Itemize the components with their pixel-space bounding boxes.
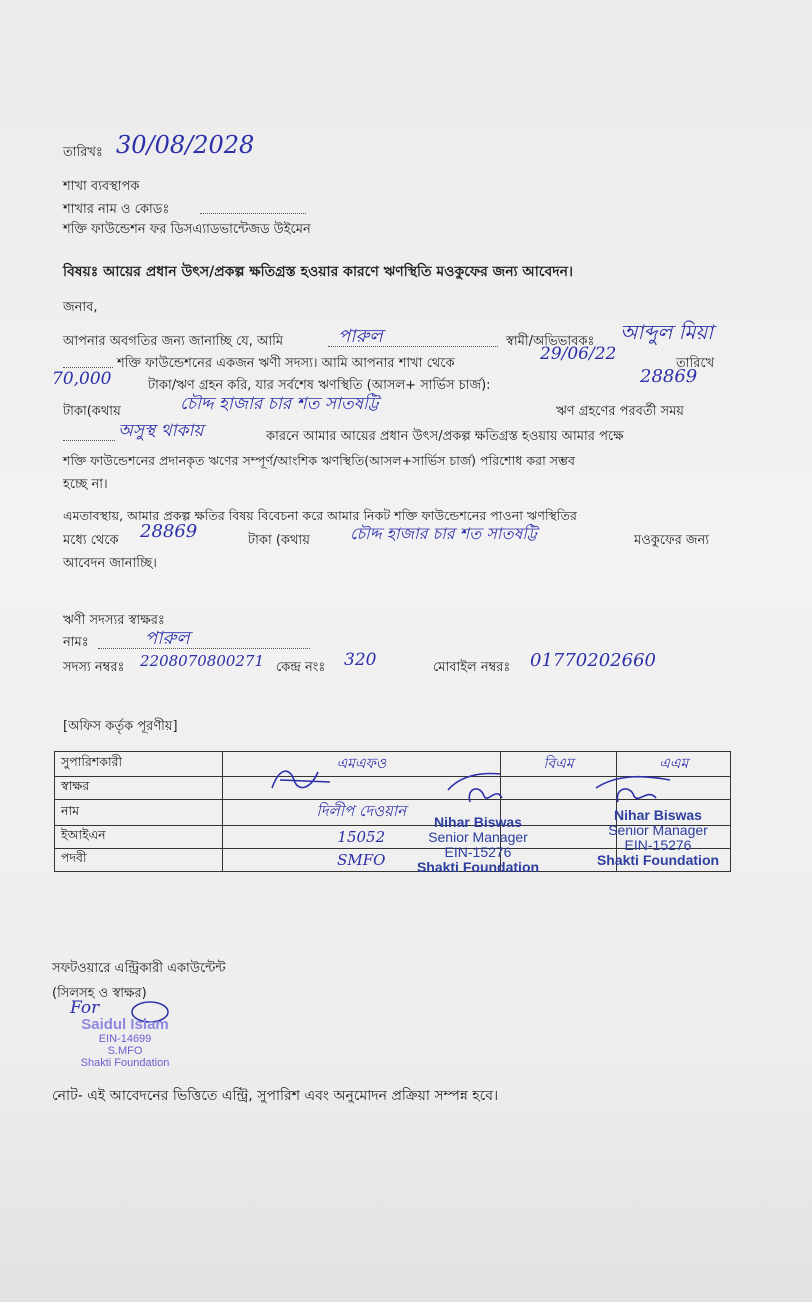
stamp-bm-title: Senior Manager (428, 829, 528, 845)
col2-header-text: বিএম (543, 756, 574, 772)
col1-header-text: এমএফও (336, 756, 387, 772)
stamp-acc-org: Shakti Foundation (80, 1057, 170, 1069)
row-label-signature: স্বাক্ষর (55, 777, 223, 800)
footer-note: নোট- এই আবেদনের ভিত্তিতে এন্ট্রি, সুপারিশ এবং অনুমোদন প্রক্রিয়া সম্পন্ন হবে। (52, 1088, 499, 1104)
salutation: জনাব, (63, 300, 98, 315)
borrower-member-value: 2208070800271 (140, 652, 265, 670)
signature-am (590, 766, 690, 810)
subject-line: বিষয়ঃ আয়ের প্রধান উৎস/প্রকল্প ক্ষতিগ্রস্ত হওয়ার কারণে ঋণস্থিতি মওকুফের জন্য আবেদন। (63, 264, 573, 280)
stamp-accountant (40, 1016, 210, 1069)
date-value: 30/08/2028 (116, 131, 255, 159)
borrower-mobile-label: মোবাইল নম্বরঃ (433, 660, 511, 675)
row-label-recommender: সুপারিশকারী (55, 752, 223, 777)
body-p1-name: পারুল (338, 326, 383, 347)
col1-name-text: দিলীপ দেওয়ান (316, 802, 407, 820)
dots-5 (63, 440, 115, 441)
body-p2-date: 29/06/22 (540, 344, 617, 364)
body-p10: আবেদন জানাচ্ছি। (63, 556, 157, 571)
stamp-bm (398, 815, 558, 875)
body-p4-words: চৌদ্দ হাজার চার শত সাতষট্টি (180, 394, 379, 414)
row-label-ein: ইআইএন (55, 826, 223, 849)
stamp-am-title: Senior Manager (608, 822, 708, 838)
stamp-am-ein: EIN-15276 (624, 837, 692, 853)
office-note: [অফিস কর্তৃক পূরণীয়] (63, 719, 178, 734)
body-p1-b: স্বামী/অভিভাবকঃ (506, 334, 595, 349)
branch-dots (200, 213, 306, 214)
stamp-am (578, 808, 738, 868)
body-p9-b: টাকা (কথায় (248, 533, 310, 548)
stamp-acc-title: S.MFO (107, 1045, 143, 1057)
body-p9-a: মধ্যে থেকে (63, 533, 119, 548)
body-p5-reason: অসুস্থ থাকায় (118, 421, 204, 441)
stamp-bm-org: Shakti Foundation (416, 859, 540, 875)
stamp-bm-ein: EIN-15276 (444, 844, 512, 860)
body-p3-balance: 28869 (640, 366, 698, 387)
body-p2-a: শক্তি ফাউন্ডেশনের একজন ঋণী সদস্য। আমি আপনার শাখা থেকে (117, 356, 455, 371)
accountant-line1: সফটওয়ারে এন্ট্রিকারী একাউন্টেন্ট (52, 961, 226, 976)
body-p6: শক্তি ফাউন্ডেশনের প্রদানকৃত ঋণের সম্পূর্ণ/আংশিক ঋণস্থিতি(আসল+সার্ভিস চার্জ) পরিশোধ করা সম্ভব (63, 453, 576, 468)
row-label-name: নাম (55, 800, 223, 826)
stamp-am-org: Shakti Foundation (596, 852, 720, 868)
borrower-center-value: 320 (344, 650, 377, 670)
signature-mfo (260, 760, 350, 800)
signature-bm (440, 766, 530, 810)
body-p9-c: মওকুফের জন্য (634, 533, 710, 548)
body-p4-b: ঋণ গ্রহণের পরবর্তী সময় (556, 404, 684, 419)
body-p1-a: আপনার অবগতির জন্য জানাচ্ছি যে, আমি (63, 334, 284, 349)
borrower-name-value: পারুল (145, 628, 190, 649)
dots-name (98, 648, 310, 649)
accountant-line2: (সিলসহ ও স্বাক্ষর) (52, 986, 147, 1001)
stamp-acc-name: Saidul Islam (81, 1016, 169, 1033)
date-label: তারিখঃ (63, 145, 103, 160)
accountant-for: For (70, 998, 100, 1018)
dots-2 (63, 367, 113, 368)
borrower-member-label: সদস্য নম্বরঃ (63, 660, 125, 675)
col1-designation-text: SMFO (337, 851, 386, 869)
stamp-bm-name: Nihar Biswas (434, 814, 522, 830)
stamp-am-name: Nihar Biswas (614, 807, 702, 823)
row-label-designation: পদবী (55, 849, 223, 872)
borrower-mobile-value: 01770202660 (530, 650, 656, 671)
body-p2-b: তারিখে (676, 356, 715, 371)
recipient-line1: শাখা ব্যবস্থাপক (63, 179, 140, 194)
borrower-center-label: কেন্দ্র নংঃ (276, 660, 326, 675)
body-p3-amount: 70,000 (52, 369, 112, 389)
body-p9-amount: 28869 (140, 521, 198, 542)
borrower-name-label: নামঃ (63, 635, 89, 650)
recipient-line2: শাখার নাম ও কোডঃ (63, 202, 170, 217)
col3-header-text: এএম (659, 756, 689, 772)
body-p9-words: চৌদ্দ হাজার চার শত সাতষট্টি (350, 524, 537, 543)
body-p3-a: টাকা/ঋণ গ্রহন করি, যার সর্বশেষ ঋণস্থিতি (আসল+ সার্ভিস চার্জ): (148, 378, 491, 393)
body-p7: হচ্ছে না। (63, 477, 108, 492)
recipient-line3: শক্তি ফাউন্ডেশন ফর ডিসএ্যাডভান্টেজড উইমেন (63, 222, 311, 237)
body-p1-guardian: আব্দুল মিয়া (620, 320, 714, 344)
body-p8: এমতাবস্থায়, আমার প্রকল্প ক্ষতির বিষয় বিবেচনা করে আমার নিকট শক্তি ফাউন্ডেশনের পাওনা ঋণস্থিতির (63, 508, 577, 523)
borrower-sig-label: ঋণী সদস্যর স্বাক্ষরঃ (63, 613, 165, 628)
dots-1 (328, 346, 498, 347)
body-p4-a: টাকা(কথায় (63, 404, 121, 419)
stamp-acc-ein: EIN-14699 (98, 1033, 152, 1045)
body-p5-a: কারনে আমার আয়ের প্রধান উৎস/প্রকল্প ক্ষতিগ্রস্ত হওয়ায় আমার পক্ষে (266, 429, 624, 444)
col1-ein-text: 15052 (337, 828, 386, 846)
